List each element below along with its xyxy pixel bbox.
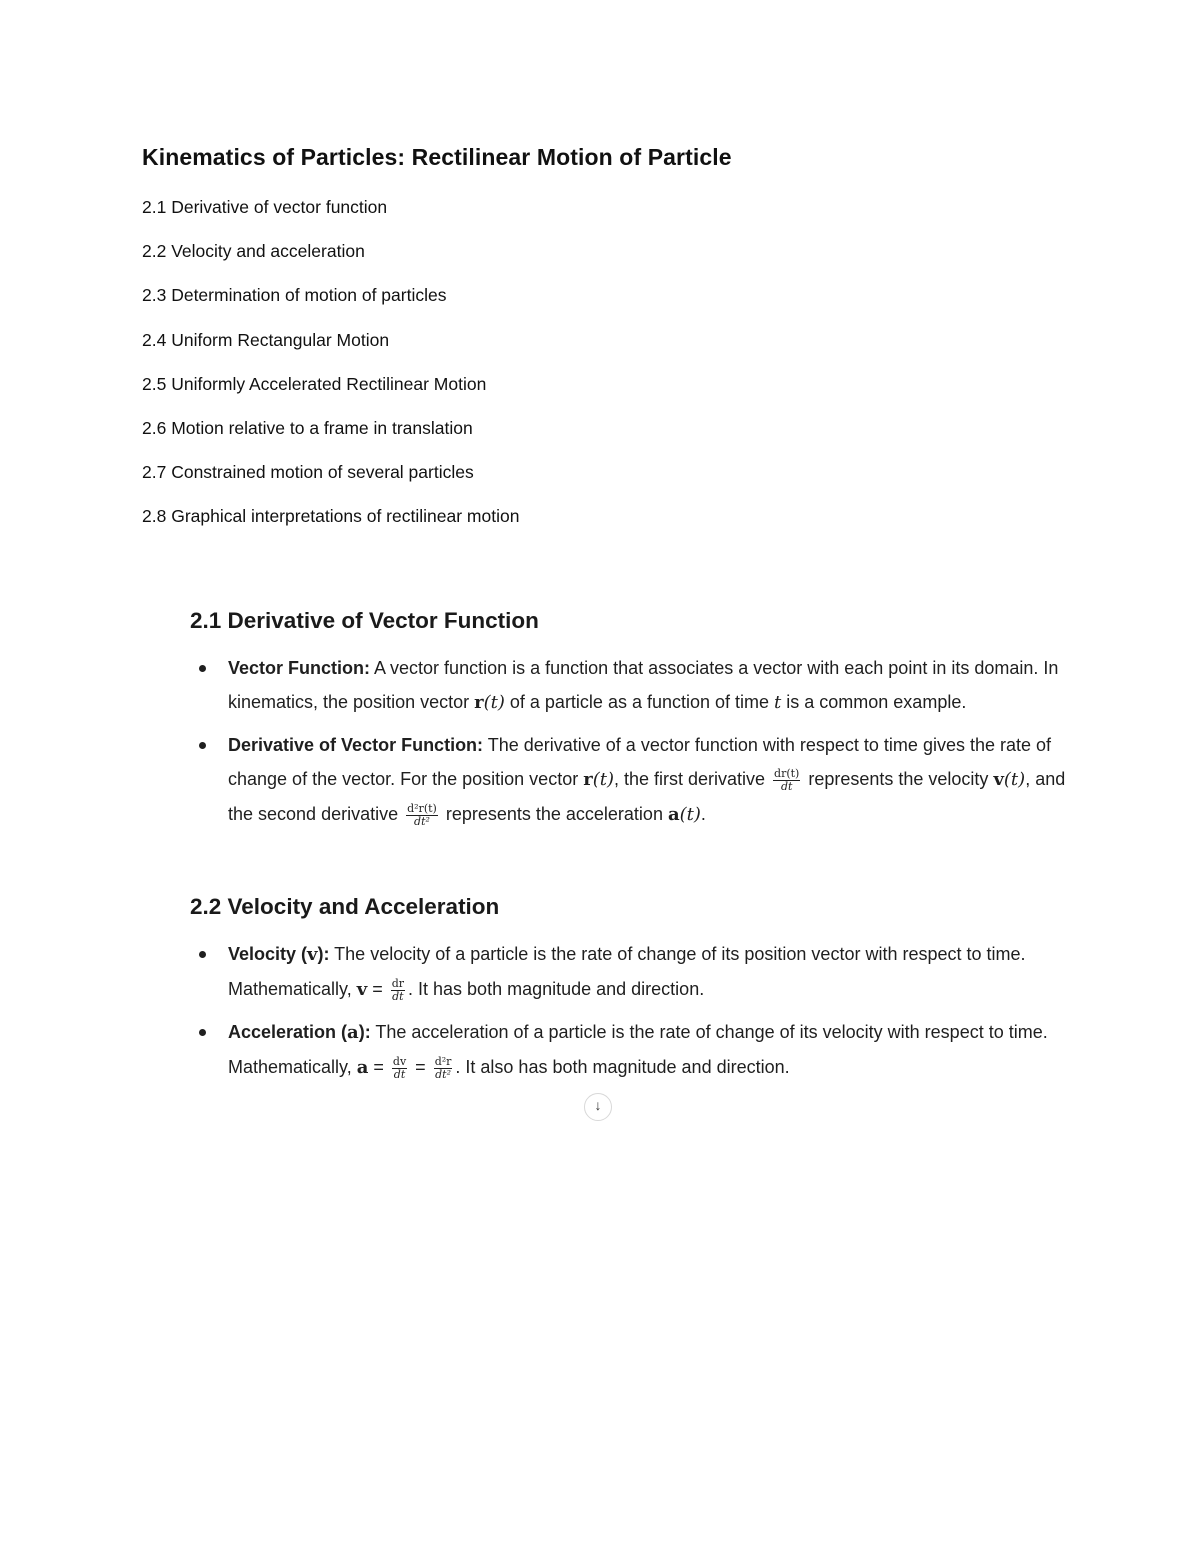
- fraction-dr-dt: $\frac{dr(t)}{dt}$: [774, 766, 800, 793]
- bullet-acceleration: Acceleration (a): The acceleration of a particle is the rate of change of its velocity with respect to time. Mathematically, a = $\frac{dv}{dt}$ = $\frac{\text{d²r}}{\text{dt²}}$ . It also has both magnitude and direction.: [190, 1015, 1070, 1085]
- bullet-velocity: Velocity (v): The velocity of a particle is the rate of change of its position vector with respect to time. Mathematically, v = $\frac{dr}{dt}$ . It has both magnitude and direction.: [190, 937, 1070, 1007]
- fraction-dv-dt: $\frac{dv}{dt}$: [392, 1054, 407, 1081]
- toc-item: 2.8 Graphical interpretations of rectilinear motion: [142, 506, 520, 527]
- toc-item: 2.6 Motion relative to a frame in translation: [142, 417, 473, 438]
- bullet-dot: [199, 665, 206, 672]
- toc-item: 2.4 Uniform Rectangular Motion: [142, 329, 390, 350]
- section-2-1-bullets: [190, 651, 1070, 840]
- bullet-dot: [199, 1029, 206, 1036]
- scroll-down-button[interactable]: [584, 1093, 612, 1121]
- fraction-d2r-dt2: $\frac{\text{d²r(t)}}{\text{dt²}}$: [407, 801, 437, 828]
- bullet-dot: [199, 742, 206, 749]
- fraction-d2r-dt2: $\frac{\text{d²r}}{\text{dt²}}$: [434, 1054, 452, 1081]
- section-heading-2-1: 2.1 Derivative of Vector Function: [190, 608, 539, 633]
- bullet-dot: [199, 951, 206, 958]
- toc-item: 2.2 Velocity and acceleration: [142, 241, 365, 262]
- toc-item: 2.1 Derivative of vector function: [142, 197, 388, 217]
- section-heading-2-2: 2.2 Velocity and Acceleration: [190, 894, 500, 919]
- document-title: Kinematics of Particles: Rectilinear Motion of Particle: [142, 144, 732, 170]
- toc-item: 2.5 Uniformly Accelerated Rectilinear Motion: [142, 373, 487, 394]
- fraction-dr-dt: $\frac{dr}{dt}$: [391, 976, 405, 1003]
- bullet-vector-function: Vector Function: A vector function is a function that associates a vector with each point in its domain. In kinematics, the position vector r(t) of a particle as a function of time t is a common example.: [190, 651, 1070, 720]
- bullet-derivative-vector-function: Derivative of Vector Function: The derivative of a vector function with respect to time gives the rate of change of the vector. For the position vector r(t), the first derivative $\frac{dr(t)}{dt}$ represents the velocity v(t), and the second derivative $\frac{\text{d²r(t)}}{\text{dt²}}$ represents the acceleration a(t).: [190, 728, 1070, 832]
- toc-item: 2.7 Constrained motion of several particles: [142, 462, 474, 483]
- arrow-down-icon: ↓: [594, 1097, 602, 1113]
- section-2-2-bullets: [190, 937, 1070, 1093]
- table-of-contents: [142, 196, 519, 550]
- toc-item: 2.3 Determination of motion of particles: [142, 285, 447, 306]
